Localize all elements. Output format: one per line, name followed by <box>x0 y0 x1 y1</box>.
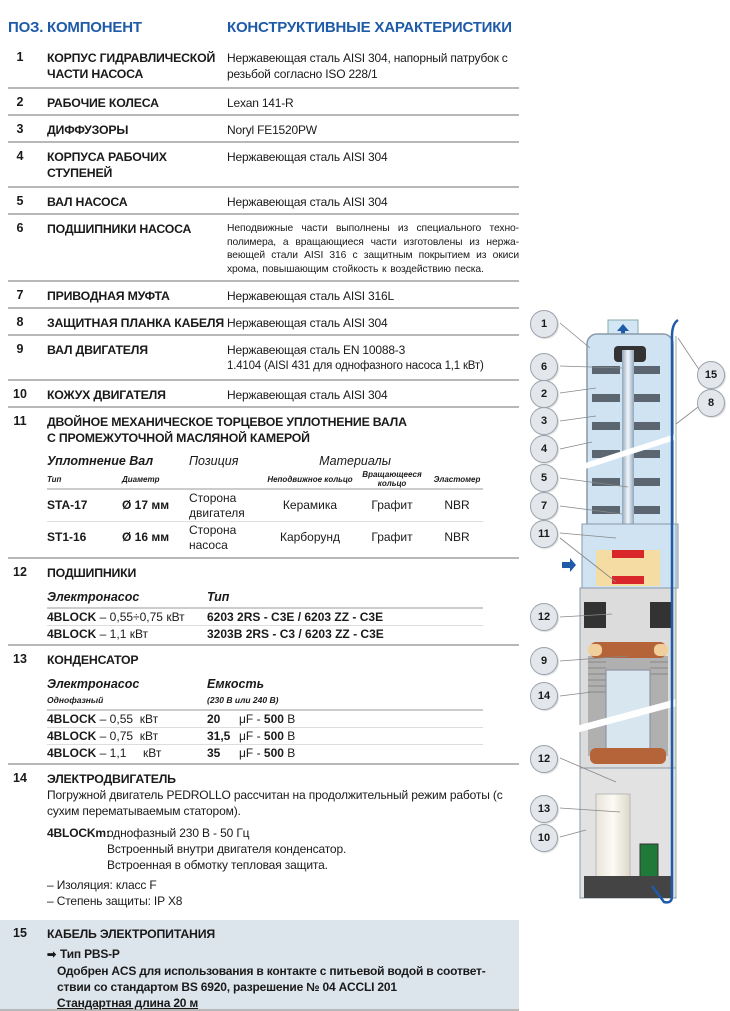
pump-model: 4BLOCK <box>47 712 97 726</box>
bearing-row <box>47 609 483 626</box>
seal-stationary: Керамика <box>267 489 353 522</box>
callout-10: 10 <box>530 824 558 852</box>
seal-ring <box>612 576 644 584</box>
cable-details <box>47 946 519 1011</box>
table-row <box>8 381 519 408</box>
table-row <box>8 44 519 89</box>
seal-type: STA-17 <box>47 489 122 522</box>
component-name: КОРПУСА РАБОЧИХ СТУПЕНЕЙ <box>47 150 167 180</box>
seal-ring <box>612 550 644 558</box>
capacitor-col-capacity: Емкость <box>207 677 265 691</box>
voltage: 500 <box>263 746 284 760</box>
row-number: 1 <box>16 50 24 64</box>
bearing-type: 6203 2RS - C3E / 6203 ZZ - C3E <box>207 610 384 624</box>
header-component: КОМПОНЕНТ <box>47 19 142 36</box>
capacitance: 35 <box>207 746 221 760</box>
component-desc: Lexan 141-R <box>227 96 294 110</box>
seal-title-line: ДВОЙНОЕ МЕХАНИЧЕСКОЕ ТОРЦЕВОЕ УПЛОТНЕНИЕ ВАЛА <box>47 415 407 429</box>
capacitor-row <box>47 711 483 728</box>
callout-12: 12 <box>530 603 558 631</box>
seal-position-line: насоса <box>189 537 228 552</box>
component-name: ПРИВОДНАЯ МУФТА <box>47 289 170 303</box>
motor-insulation: – Изоляция: класс F <box>47 878 157 892</box>
seal-row <box>47 489 483 522</box>
position-head: Позиция <box>189 454 239 468</box>
seal-section <box>8 408 519 559</box>
bearing-type: 3203B 2RS - C3 / 6203 ZZ - C3E <box>207 627 384 641</box>
motor-model: 4BLOCKm: <box>47 826 110 840</box>
callout-7: 7 <box>530 492 558 520</box>
capacitance-unit: μF - <box>239 729 264 743</box>
row-number: 12 <box>13 565 27 579</box>
pump-power: – 0,55÷0,75 кВт <box>96 610 185 624</box>
bearings-col-type: Тип <box>207 590 230 604</box>
row-number: 9 <box>16 342 24 356</box>
row-number: 6 <box>16 221 24 235</box>
seal-row <box>47 522 483 554</box>
callout-11: 11 <box>530 520 558 548</box>
stationary-subhead: Неподвижное кольцо <box>267 470 353 489</box>
callout-13: 13 <box>530 795 558 823</box>
component-name: КОЖУХ ДВИГАТЕЛЯ <box>47 388 166 402</box>
capacitor-col-pump: Электронасос <box>47 677 140 691</box>
bearings-head <box>47 589 483 609</box>
row-number: 5 <box>16 194 24 208</box>
motor-protection: – Степень защиты: IP X8 <box>47 894 183 908</box>
table-row <box>8 188 519 215</box>
capacitor-sub-voltage: (230 В или 240 В) <box>207 695 279 705</box>
seal-type: ST1-16 <box>47 530 87 544</box>
header-characteristics: КОНСТРУКТИВНЫЕ ХАРАКТЕРИСТИКИ <box>227 19 512 36</box>
row-number: 14 <box>13 771 27 785</box>
component-name: ЗАЩИТНАЯ ПЛАНКА КАБЕЛЯ <box>47 316 225 330</box>
cable-length: Стандартная длина 20 м <box>57 996 199 1010</box>
pump-model: 4BLOCK <box>47 610 97 624</box>
component-desc: Нержавеющая сталь AISI 304 <box>227 195 388 209</box>
seal-position <box>189 522 267 554</box>
row-number: 10 <box>13 387 27 401</box>
cable-title: КАБЕЛЬ ЭЛЕКТРОПИТАНИЯ <box>47 927 215 941</box>
cable-length-line <box>47 995 519 1011</box>
bearings-title: ПОДШИПНИКИ <box>47 566 137 580</box>
cable-type-line <box>47 946 519 963</box>
callout-1: 1 <box>530 310 558 338</box>
capacitance: 20 <box>207 712 221 726</box>
callout-3: 3 <box>530 407 558 435</box>
component-desc: Нержавеющая сталь AISI 316L <box>227 289 394 303</box>
rotating-subhead: Вращающееся кольцо <box>353 470 431 489</box>
row-number: 2 <box>16 95 24 109</box>
motor-title: ЭЛЕКТРОДВИГАТЕЛЬ <box>47 772 176 786</box>
capacitor-row <box>47 745 483 761</box>
voltage: 500 <box>263 712 284 726</box>
table-row <box>8 282 519 309</box>
type-subhead: Тип <box>47 470 122 489</box>
pump-model: 4BLOCK <box>47 729 97 743</box>
capacitor-head <box>47 676 483 694</box>
seal-position-line: Сторона <box>189 522 237 537</box>
capacitor-sub-phase: Однофазный <box>47 695 104 705</box>
table-row <box>8 116 519 143</box>
table-row <box>8 143 519 188</box>
seal-rotating: Графит <box>353 489 431 522</box>
elastomer-subhead: Эластомер <box>431 470 483 489</box>
capacitor-title: КОНДЕНСАТОР <box>47 653 139 667</box>
callout-5: 5 <box>530 464 558 492</box>
capacitor-subhead <box>47 694 483 711</box>
bearing-row <box>47 626 483 642</box>
seal-rotating: Графит <box>371 530 413 544</box>
row-number: 11 <box>13 414 27 428</box>
component-desc: Нержавеющая сталь AISI 304 <box>227 150 388 164</box>
inlet-arrow-icon <box>562 558 576 572</box>
component-name: ВАЛ ДВИГАТЕЛЯ <box>47 343 148 357</box>
seal-stationary: Карборунд <box>279 530 341 544</box>
diameter-subhead: Диаметр <box>122 470 189 489</box>
capacitance-unit: μF - <box>239 712 264 726</box>
motor-details <box>47 787 519 909</box>
pump-power: – 0,75 кВт <box>96 729 159 743</box>
seal-position-line: Сторона <box>189 490 237 505</box>
component-name: КОРПУС ГИДРАВЛИЧЕСКОЙ ЧАСТИ НАСОСА <box>47 51 216 81</box>
component-desc: Noryl FE1520PW <box>227 123 317 137</box>
callout-4: 4 <box>530 435 558 463</box>
voltage-unit: В <box>283 712 296 726</box>
component-desc <box>227 342 519 374</box>
bearings-section <box>8 559 519 646</box>
arrow-right-icon: ➡ <box>47 949 57 961</box>
capacitor-row <box>47 728 483 745</box>
row-number: 7 <box>16 288 24 302</box>
pump-power: – 0,55 кВт <box>96 712 159 726</box>
motor-list <box>47 877 519 909</box>
desc-line: Нержавеющая сталь EN 10088-3 <box>227 343 406 357</box>
callout-6: 6 <box>530 353 558 381</box>
voltage-unit: В <box>283 746 296 760</box>
seal-position-line: двигателя <box>189 505 245 520</box>
component-desc: Нержавеющая сталь AISI 304 <box>227 316 388 330</box>
seal-position <box>189 489 267 522</box>
pump-cutaway-diagram <box>526 306 730 906</box>
motor-spec-line: Встроенная в обмотку тепловая защита. <box>107 858 328 872</box>
winding-bottom <box>590 748 666 764</box>
components-table <box>8 44 519 1011</box>
desc-line: 1.4104 (AISI 431 для однофазного насоса 1,1 кВт) <box>227 360 484 372</box>
component-name: ДИФФУЗОРЫ <box>47 123 129 137</box>
header-pos: ПОЗ. <box>8 19 44 36</box>
seal-diameter: Ø 17 мм <box>122 489 189 522</box>
callout-9: 9 <box>530 647 558 675</box>
motor-spec <box>47 825 519 875</box>
cable-type: Тип PBS-P <box>60 947 120 961</box>
capacitance-unit: μF - <box>239 746 264 760</box>
row-number: 13 <box>13 652 27 666</box>
cable-approval: Одобрен ACS для использования в контакте с питьевой водой в соответ-ствии со стандартом BS 6920, разрешение № 04 ACCLI 201 <box>57 964 486 994</box>
component-name: ПОДШИПНИКИ НАСОСА <box>47 222 192 236</box>
seal-elastomer: NBR <box>444 530 470 544</box>
bearings-col-pump: Электронасос <box>47 590 140 604</box>
seal-table <box>47 452 483 553</box>
callout-2: 2 <box>530 380 558 408</box>
empty-subhead <box>189 470 267 489</box>
cable-section <box>0 920 519 1011</box>
motor-intro: Погружной двигатель PEDROLLO рассчитан на продолжительный режим работы (с сухим перематываемым статором). <box>47 788 503 818</box>
seal-head: Уплотнение Вал <box>47 454 154 468</box>
table-row <box>8 215 519 282</box>
callout-8: 8 <box>697 389 725 417</box>
callout-15: 15 <box>697 361 725 389</box>
component-desc: Неподвижные части выполнены из специального техно-полимера, а вращающиеся части изготовлены из нержа-веющей стали AISI 316 с защитным покрытием из окиси хрома, повышающим стойкость к воздействию песка. <box>227 223 519 275</box>
motor-spec-line: однофазный 230 В - 50 Гц <box>107 826 250 840</box>
pump-power: – 1,1 кВт <box>96 627 149 641</box>
capacitor-table <box>47 676 483 761</box>
seal-title-line: С ПРОМЕЖУТОЧНОЙ МАСЛЯНОЙ КАМЕРОЙ <box>47 431 310 445</box>
capacitor-section <box>8 646 519 765</box>
callout-14: 14 <box>530 682 558 710</box>
component-desc: Нержавеющая сталь AISI 304, напорный патрубок с резьбой согласно ISO 228/1 <box>227 51 508 81</box>
table-row <box>8 336 519 381</box>
table-row <box>8 89 519 116</box>
seal-diameter: Ø 16 мм <box>122 530 170 544</box>
capacitor <box>596 794 630 880</box>
component-name: РАБОЧИЕ КОЛЕСА <box>47 96 159 110</box>
voltage: 500 <box>263 729 284 743</box>
pump-model: 4BLOCK <box>47 627 97 641</box>
callout-12-lower: 12 <box>530 745 558 773</box>
seal-title <box>47 412 519 446</box>
pump-model: 4BLOCK <box>47 746 97 760</box>
table-row <box>8 309 519 336</box>
row-number: 4 <box>16 149 24 163</box>
row-number: 8 <box>16 315 24 329</box>
component-desc: Нержавеющая сталь AISI 304 <box>227 388 388 402</box>
bearings-table <box>47 589 483 642</box>
motor-section <box>8 765 519 914</box>
cable-connector <box>640 844 658 878</box>
capacitance: 31,5 <box>207 729 231 743</box>
voltage-unit: В <box>283 729 296 743</box>
row-number: 3 <box>16 122 24 136</box>
row-number: 15 <box>13 926 27 940</box>
table-header <box>0 19 520 43</box>
materials-head: Материалы <box>319 454 391 468</box>
component-name: ВАЛ НАСОСА <box>47 195 128 209</box>
pump-power: – 1,1 кВт <box>96 746 162 760</box>
seal-elastomer: NBR <box>431 489 483 522</box>
motor-spec-line: Встроенный внутри двигателя конденсатор. <box>107 842 347 856</box>
